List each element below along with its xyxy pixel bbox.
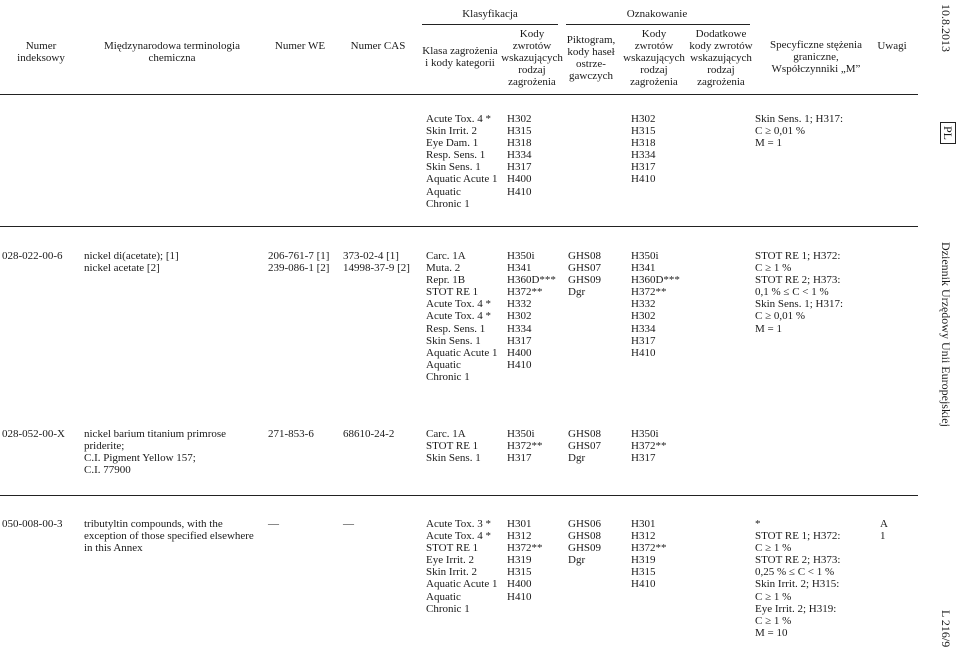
hazard-class-cell: Acute Tox. 4 * Skin Irrit. 2 Eye Dam. 1 Resp. Sens. 1 Skin Sens. 1 Aquatic Acute 1 Aquatic Chronic 1 — [426, 113, 498, 210]
header-supplementary-h-codes: Dodatkowe kody zwrotów wskazujących rodzaj zagrożenia — [689, 28, 753, 88]
concentration-limits-cell: STOT RE 1; H372: C ≥ 1 % STOT RE 2; H373: 0,1 % ≤ C < 1 % Skin Sens. 1; H317: C ≥ 0,01 % M = 1 — [755, 250, 844, 335]
header-classification-rule — [422, 24, 558, 25]
hazard-class-cell: Carc. 1A STOT RE 1 Skin Sens. 1 — [426, 428, 481, 465]
journal-title: Dziennik Urzędowy Unii Europejskiej — [939, 242, 953, 427]
publication-date: 10.8.2013 — [939, 4, 953, 52]
label-h-codes-cell: H301 H312 H372** H319 H315 H410 — [631, 518, 667, 591]
notes-cell: A 1 — [880, 518, 888, 543]
index-number-cell: 028-022-00-6 — [2, 250, 63, 262]
class-h-codes-cell: H350i H372** H317 — [507, 428, 543, 465]
ec-number-cell: — — [268, 518, 279, 530]
header-pictogram: Piktogram, kody haseł ostrze- gawczych — [566, 34, 616, 82]
concentration-limits-cell: * STOT RE 1; H372: C ≥ 1 % STOT RE 2; H373: 0,25 % ≤ C < 1 % Skin Irrit. 2; H315: C ≥ 1 % Eye Irrit. 2; H319: C ≥ 1 % M = 10 — [755, 518, 841, 639]
index-number-cell: 028-052-00-X — [2, 428, 65, 440]
ec-number-cell: 206-761-7 [1] 239-086-1 [2] — [268, 250, 330, 275]
row-divider — [0, 226, 918, 227]
label-h-codes-cell: H350i H372** H317 — [631, 428, 667, 465]
chemical-name-cell: nickel di(acetate); [1] nickel acetate [2] — [84, 250, 179, 275]
class-h-codes-cell: H301 H312 H372** H319 H315 H400 H410 — [507, 518, 543, 603]
page-reference: L 216/9 — [939, 610, 953, 648]
language-code-label: PL — [940, 122, 956, 144]
label-h-codes-cell: H302 H315 H318 H334 H317 H410 — [631, 113, 656, 186]
header-class-h-codes: Kody zwrotów wskazujących rodzaj zagrożenia — [501, 28, 563, 88]
header-concentration-limits: Specyficzne stężenia graniczne, Współczynniki „M” — [770, 39, 862, 75]
header-divider — [0, 94, 918, 95]
class-h-codes-cell: H302 H315 H318 H334 H317 H400 H410 — [507, 113, 532, 198]
header-labelling-group: Oznakowanie — [626, 8, 688, 20]
header-ec-number: Numer WE — [274, 40, 326, 52]
language-code — [940, 122, 955, 144]
header-index-number: Numer indeksowy — [17, 40, 65, 64]
concentration-limits-cell: Skin Sens. 1; H317: C ≥ 0,01 % M = 1 — [755, 113, 844, 150]
cas-number-cell: 68610-24-2 — [343, 428, 395, 440]
chemical-name-cell: tributyltin compounds, with the exception of those specified elsewhere in this Annex — [84, 518, 254, 555]
header-label-h-codes: Kody zwrotów wskazujących rodzaj zagrożenia — [623, 28, 685, 88]
pictogram-cell: GHS08 GHS07 GHS09 Dgr — [568, 250, 602, 299]
cas-number-cell: — — [343, 518, 354, 530]
header-classification-group: Klasyfikacja — [462, 8, 518, 20]
pictogram-cell: GHS08 GHS07 Dgr — [568, 428, 602, 465]
hazard-class-cell: Carc. 1A Muta. 2 Repr. 1B STOT RE 1 Acute Tox. 4 * Acute Tox. 4 * Resp. Sens. 1 Skin Sens. 1 Aquatic Acute 1 Aquatic Chronic 1 — [426, 250, 498, 383]
index-number-cell: 050-008-00-3 — [2, 518, 63, 530]
ec-number-cell: 271-853-6 — [268, 428, 314, 440]
chemical-name-cell: nickel barium titanium primrose priderite; C.I. Pigment Yellow 157; C.I. 77900 — [84, 428, 227, 477]
header-notes: Uwagi — [877, 40, 907, 52]
header-hazard-class: Klasa zagrożenia i kody kategorii — [422, 45, 498, 69]
row-divider — [0, 495, 918, 496]
pictogram-cell: GHS06 GHS08 GHS09 Dgr — [568, 518, 602, 567]
header-chemical-name: Międzynarodowa terminologia chemiczna — [104, 40, 240, 64]
header-labelling-rule — [566, 24, 750, 25]
header-cas-number: Numer CAS — [350, 40, 406, 52]
cas-number-cell: 373-02-4 [1] 14998-37-9 [2] — [343, 250, 410, 275]
class-h-codes-cell: H350i H341 H360D*** H372** H332 H302 H334 H317 H400 H410 — [507, 250, 556, 371]
label-h-codes-cell: H350i H341 H360D*** H372** H332 H302 H334 H317 H410 — [631, 250, 680, 359]
hazard-class-cell: Acute Tox. 3 * Acute Tox. 4 * STOT RE 1 Eye Irrit. 2 Skin Irrit. 2 Aquatic Acute 1 Aquatic Chronic 1 — [426, 518, 498, 615]
